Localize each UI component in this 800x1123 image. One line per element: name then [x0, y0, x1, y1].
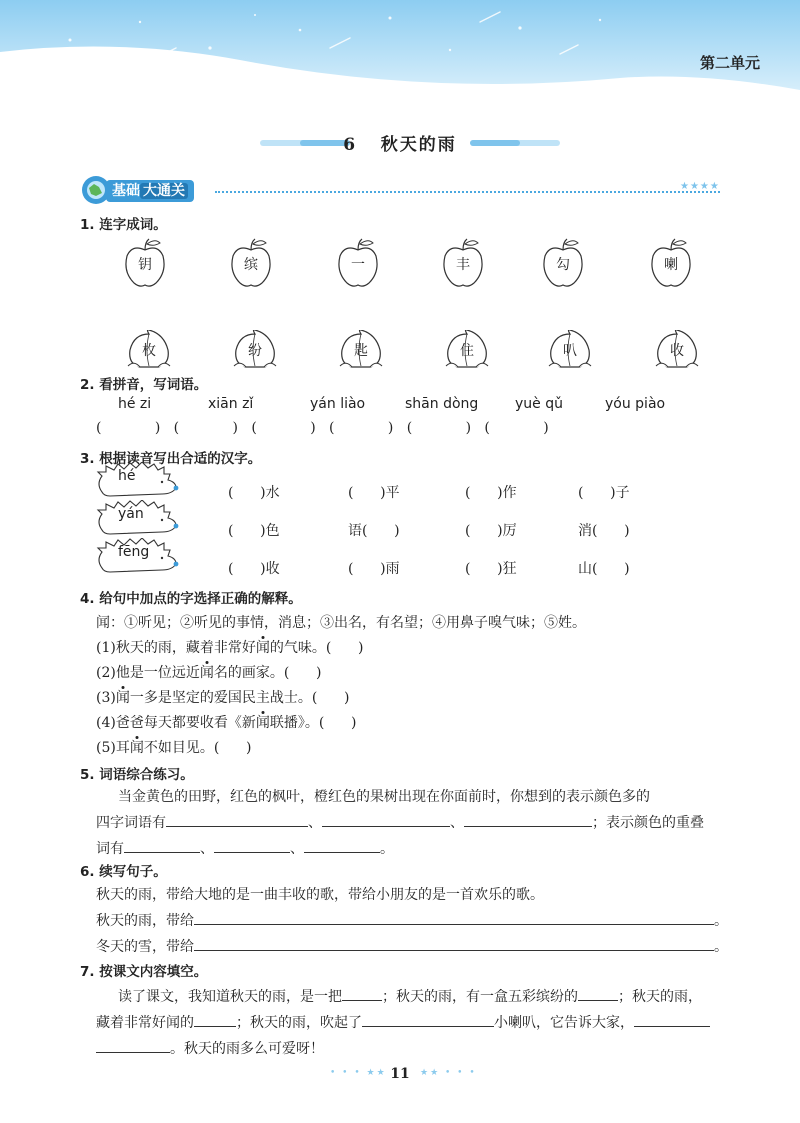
q6-title: 6. 续写句子。 — [80, 864, 167, 880]
q7-blank-2[interactable] — [578, 986, 618, 1001]
apple-char-label: 丰 — [456, 257, 470, 273]
q7-blank-1[interactable] — [342, 986, 382, 1001]
section-stars: ★★★★ — [680, 181, 720, 192]
apple-char-2[interactable] — [228, 236, 274, 290]
q3-title: 3. 根据读音写出合适的汉字。 — [80, 451, 262, 467]
q7-blank-4[interactable] — [362, 1012, 494, 1027]
q3-blank-2-1[interactable]: ( )色 — [228, 523, 280, 539]
peach-char-label: 收 — [670, 343, 684, 359]
q7-title: 7. 按课文内容填空。 — [80, 964, 208, 980]
q7-blank-3[interactable] — [194, 1012, 236, 1027]
q6-blank-2[interactable] — [194, 936, 714, 951]
apple-char-label: 一 — [351, 257, 365, 273]
q4-item-2[interactable]: (2)他是一位远近闻名的画家。( ) — [96, 665, 322, 681]
q3-pinyin-2: yán — [118, 506, 144, 522]
peach-char-label: 匙 — [354, 343, 368, 359]
apple-char-label: 钥 — [138, 257, 152, 273]
peach-char-label: 纷 — [248, 343, 262, 359]
q3-blank-1-1[interactable]: ( )水 — [228, 485, 280, 501]
q5-blank-4[interactable] — [124, 838, 200, 853]
q4-item-1[interactable]: (1)秋天的雨，藏着非常好闻的气味。( ) — [96, 640, 364, 656]
q5-blank-3[interactable] — [464, 812, 592, 827]
q3-blank-2-3[interactable]: ( )厉 — [465, 523, 517, 539]
q1-title: 1. 连字成词。 — [80, 217, 167, 233]
q5-title: 5. 词语综合练习。 — [80, 767, 194, 783]
q4-item-4[interactable]: (4)爸爸每天都要收看《新闻联播》。( ) — [96, 715, 357, 731]
q7-line2: 藏着非常好闻的 ；秋天的雨，吹起了 小喇叭，它告诉大家， — [96, 1012, 710, 1032]
peach-char-label: 枚 — [142, 343, 156, 359]
q3-blank-1-2[interactable]: ( )平 — [348, 485, 400, 501]
apple-char-4[interactable] — [440, 236, 486, 290]
q4-dotted-char: 闻 — [115, 690, 130, 706]
q5-line2: 四字词语有 、 、 ；表示颜色的重叠 — [96, 812, 704, 832]
q2-answer-row: ( ) ( ) ( ) ( ) ( ) ( ) — [96, 420, 549, 436]
apple-char-1[interactable] — [122, 236, 168, 290]
footer-stars-left: • • • ★★ — [330, 1068, 387, 1078]
q3-blank-1-3[interactable]: ( )作 — [465, 485, 517, 501]
q4-item-3[interactable]: (3)闻一多是坚定的爱国民主战士。( ) — [96, 690, 350, 706]
q3-blank-2-2[interactable]: 语( ) — [348, 523, 400, 539]
peach-char-2[interactable] — [230, 330, 280, 370]
q6-example: 秋天的雨，带给大地的是一曲丰收的歌，带给小朋友的是一首欢乐的歌。 — [96, 887, 544, 903]
peach-char-label: 住 — [460, 343, 474, 359]
q4-definitions: 闻：①听见；②听见的事情，消息；③出名，有名望；④用鼻子嗅气味；⑤姓。 — [96, 615, 586, 631]
peach-char-3[interactable] — [336, 330, 386, 370]
q7-blank-5[interactable] — [634, 1012, 710, 1027]
apple-char-3[interactable] — [335, 236, 381, 290]
peach-char-6[interactable] — [652, 330, 702, 370]
peach-char-5[interactable] — [545, 330, 595, 370]
q6-blank-1[interactable] — [194, 910, 714, 925]
q4-dotted-char: 闻 — [129, 740, 144, 756]
q6-line2: 冬天的雪，带给 。 — [96, 936, 728, 956]
q5-line3: 词有 、 、 。 — [96, 838, 394, 858]
q3-blank-3-3[interactable]: ( )狂 — [465, 561, 517, 577]
apple-char-5[interactable] — [540, 236, 586, 290]
apple-char-6[interactable] — [648, 236, 694, 290]
q5-blank-1[interactable] — [166, 812, 308, 827]
lesson-name: 秋天的雨 — [380, 135, 457, 155]
q2-title: 2. 看拼音，写词语。 — [80, 377, 208, 393]
q3-blank-1-4[interactable]: ( )子 — [578, 485, 630, 501]
q4-dotted-char: 闻 — [255, 715, 270, 731]
q5-blank-2[interactable] — [322, 812, 450, 827]
q4-title: 4. 给句中加点的字选择正确的解释。 — [80, 591, 302, 607]
q3-blank-2-4[interactable]: 消( ) — [578, 523, 630, 539]
apple-char-label: 缤 — [244, 257, 258, 273]
header-band — [0, 0, 800, 110]
q3-blank-3-1[interactable]: ( )收 — [228, 561, 280, 577]
q3-pinyin-1: hé — [118, 468, 136, 484]
lesson-title — [0, 130, 800, 155]
footer-stars-right: ★★ • • • — [420, 1068, 477, 1078]
q7-line3: 。秋天的雨多么可爱呀！ — [96, 1038, 324, 1058]
q4-item-5[interactable]: (5)耳闻不如目见。( ) — [96, 740, 252, 756]
unit-title: 第二单元 — [699, 54, 760, 72]
page-number: 11 — [390, 1066, 410, 1082]
q5-blank-6[interactable] — [304, 838, 380, 853]
q2-pinyin-6: yóu piào — [605, 396, 666, 412]
apple-char-label: 喇 — [664, 257, 678, 273]
peach-char-4[interactable] — [442, 330, 492, 370]
peach-char-1[interactable] — [124, 330, 174, 370]
q5-line1: 当金黄色的田野，红色的枫叶，橙红色的果树出现在你面前时，你想到的表示颜色多的 — [118, 789, 650, 805]
q7-blank-6[interactable] — [96, 1038, 170, 1053]
q5-blank-5[interactable] — [214, 838, 290, 853]
section-tag — [80, 178, 720, 204]
q3-blank-3-2[interactable]: ( )雨 — [348, 561, 400, 577]
lesson-number: 6 — [343, 135, 358, 155]
q2-pinyin-1: hé zi — [118, 396, 152, 412]
q7-line1: 读了课文，我知道秋天的雨，是一把 ；秋天的雨，有一盒五彩缤纷的 ；秋天的雨， — [118, 986, 702, 1006]
q4-dotted-char: 闻 — [255, 640, 270, 656]
q3-blank-3-4[interactable]: 山( ) — [578, 561, 630, 577]
q2-pinyin-5: yuè qǔ — [515, 396, 563, 412]
q4-dotted-char: 闻 — [199, 665, 214, 681]
section-tag-label: 基础 大通关 — [106, 180, 194, 202]
q3-pinyin-3: fēng — [118, 544, 150, 560]
apple-char-label: 勾 — [556, 257, 570, 273]
section-dotted-line — [215, 191, 720, 193]
q2-pinyin-4: shān dòng — [405, 396, 479, 412]
q2-pinyin-3: yán liào — [310, 396, 366, 412]
q2-pinyin-2: xiān zǐ — [208, 396, 254, 412]
q6-line1: 秋天的雨，带给 。 — [96, 910, 728, 930]
peach-char-label: 叭 — [563, 343, 577, 359]
